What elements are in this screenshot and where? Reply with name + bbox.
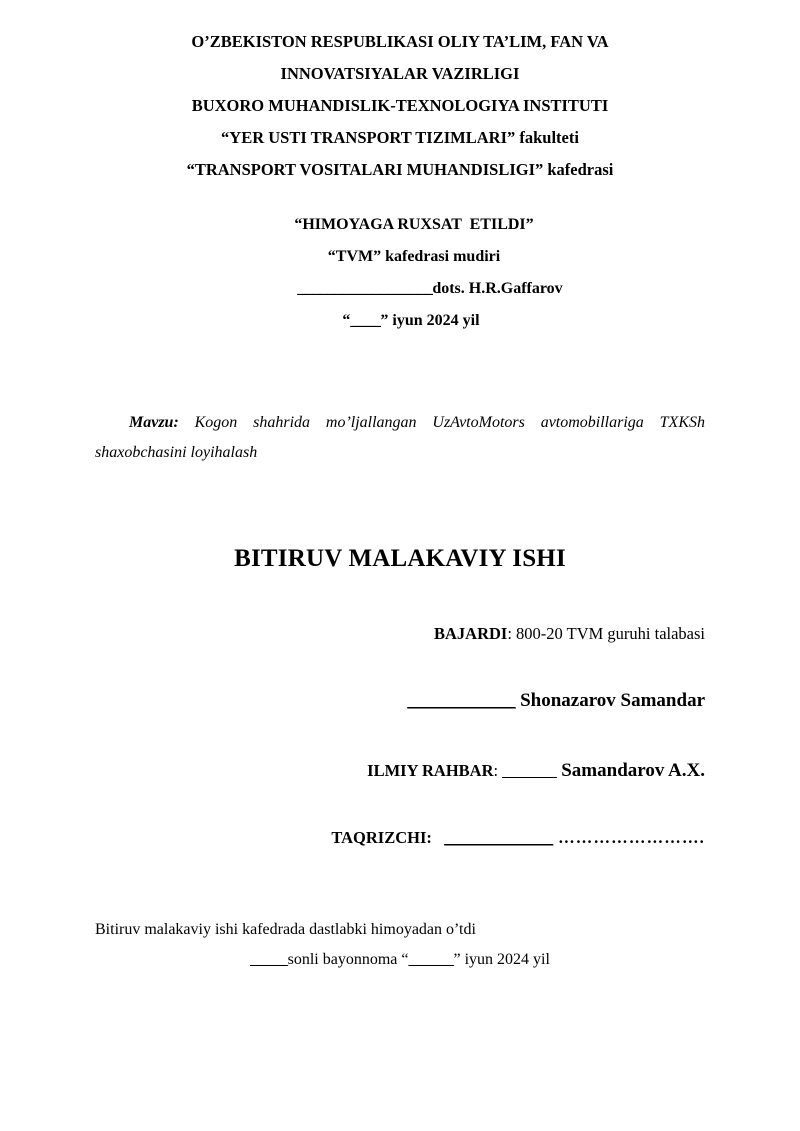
predefense-line-1: Bitiruv malakaviy ishi kafedrada dastlabki himoyadan o’tdi <box>95 921 476 938</box>
student-signature-row <box>95 690 705 712</box>
reviewer-row <box>95 828 705 848</box>
topic-label: Mavzu: <box>129 414 179 431</box>
protocol-date-blank: ______ <box>408 951 454 968</box>
predefense-note <box>95 915 705 975</box>
approval-signature-row <box>95 273 705 305</box>
approval-date-open-quote: “ <box>342 312 351 329</box>
protocol-number-blank: _____ <box>250 951 288 968</box>
approval-role: “TVM” kafedrasi mudiri <box>327 248 501 265</box>
header-line-ministry-1: O’ZBEKISTON RESPUBLIKASI OLIY TA’LIM, FAN VA <box>191 32 609 51</box>
reviewer-signature-rule: ______________ <box>444 828 553 847</box>
approval-signature-rule: __________________ <box>297 280 433 297</box>
topic-text: Kogon shahrida mo’ljallangan UzAvtoMotors avtomobillariga TXKSh shaxobchasini loyihalash <box>95 414 705 461</box>
advisor-signature-rule: _______ <box>502 761 557 780</box>
performer-label: BAJARDI <box>433 624 508 643</box>
advisor-label: ILMIY RAHBAR <box>367 761 494 780</box>
thesis-title: BITIRUV MALAKAVIY ISHI <box>234 545 566 572</box>
approval-signer-name: dots. H.R.Gaffarov <box>432 280 563 297</box>
protocol-date-end: ” iyun 2024 yil <box>453 951 550 968</box>
header-line-institute: BUXORO MUHANDISLIK-TEXNOLOGIYA INSTITUTI <box>191 96 609 115</box>
approval-title: “HIMOYAGA RUXSAT ETILDI” <box>294 216 534 233</box>
performer-value: : 800-20 TVM guruhi talabasi <box>507 624 705 643</box>
header-line-ministry-2: INNOVATSIYALAR VAZIRLIGI <box>280 64 520 83</box>
topic-paragraph <box>95 408 705 468</box>
approval-date-close: ” iyun 2024 yil <box>380 312 480 329</box>
institution-header <box>95 26 705 186</box>
reviewer-label: TAQRIZCHI: <box>331 828 432 847</box>
topic-block <box>95 408 705 468</box>
approval-date-blank: ____ <box>350 312 381 329</box>
advisor-name: Samandarov A.X. <box>556 760 705 781</box>
protocol-text: sonli bayonnoma “ <box>287 951 409 968</box>
approval-date-row <box>95 305 705 337</box>
student-signature-rule: ____________ <box>407 690 516 711</box>
reviewer-name-dots: ……………………. <box>552 828 705 847</box>
header-line-faculty: “YER USTI TRANSPORT TIZIMLARI” fakulteti <box>221 128 579 147</box>
approval-block <box>95 209 705 337</box>
advisor-row <box>95 760 705 782</box>
performer-row <box>95 624 705 644</box>
predefense-line-2 <box>95 945 705 975</box>
header-line-department: “TRANSPORT VOSITALARI MUHANDISLIGI” kafedrasi <box>186 160 614 179</box>
student-name: Shonazarov Samandar <box>515 690 705 711</box>
advisor-colon: : <box>493 761 503 780</box>
